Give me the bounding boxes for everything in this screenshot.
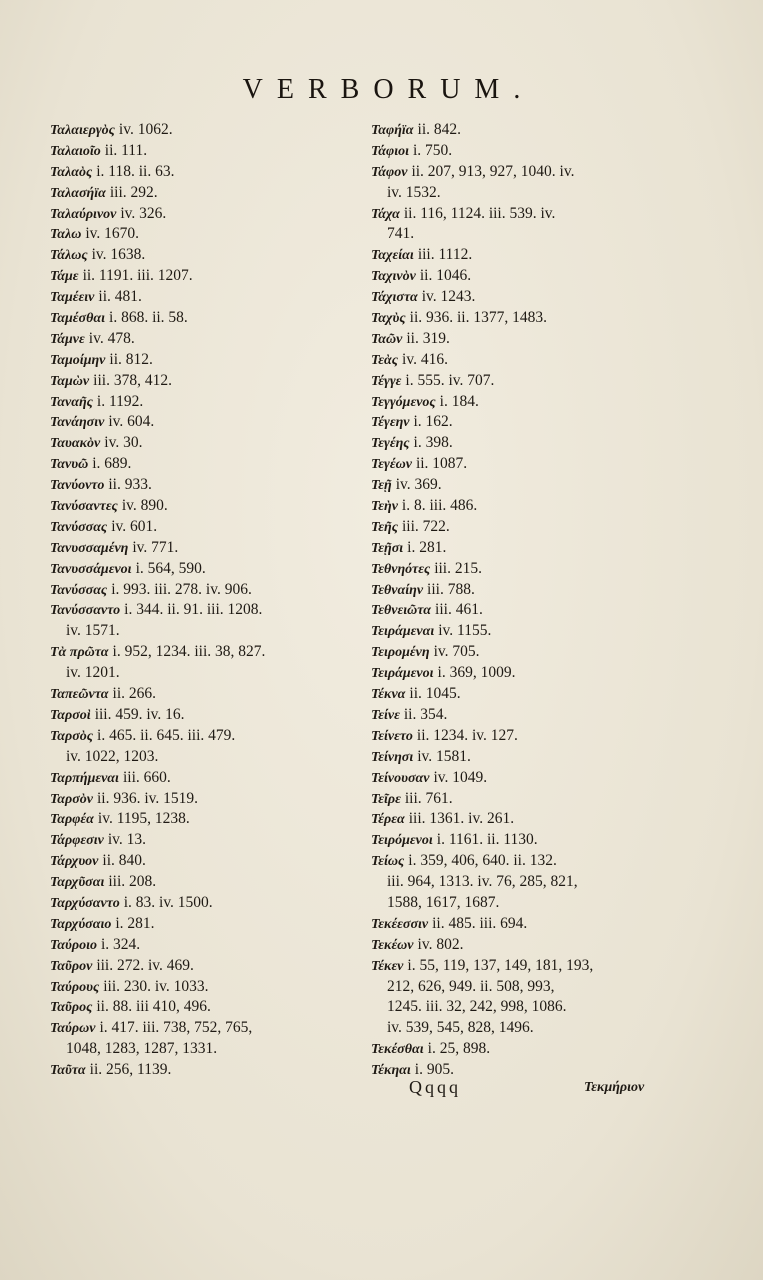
index-entry-continuation: [371, 224, 671, 245]
line-references: iii. 660.: [122, 768, 171, 786]
headword: Τάχα: [371, 206, 400, 222]
headword: Τεκέεσσιν: [371, 916, 429, 932]
line-references: iv. 1670.: [85, 225, 140, 243]
index-entry: [371, 162, 671, 183]
index-entry: [50, 433, 350, 454]
headword: Ταύροιο: [50, 937, 97, 953]
headword: Τανυσσάμενοι: [50, 561, 132, 577]
line-references: i. 344. ii. 91. iii. 1208.: [124, 601, 263, 619]
index-entry: [371, 308, 671, 329]
index-entry: [50, 308, 350, 329]
index-entry-continuation: [50, 1039, 350, 1060]
headword: Τέγγε: [371, 373, 402, 389]
headword: Τεγέων: [371, 457, 412, 473]
line-references: i. 324.: [100, 935, 141, 953]
index-entry: [371, 538, 671, 559]
index-entry: [50, 809, 350, 830]
headword: Τειρομένη: [371, 645, 430, 661]
index-entry: [50, 830, 350, 851]
line-references: 1245. iii. 32, 242, 998, 1086.: [387, 998, 567, 1016]
line-references: iv. 802.: [417, 935, 464, 953]
index-entry: [371, 809, 671, 830]
index-entry: [50, 183, 350, 204]
index-entry: [50, 705, 350, 726]
line-references: i. 359, 406, 640. ii. 132.: [408, 852, 557, 870]
headword: Τεῆς: [371, 519, 398, 535]
index-entry-continuation: [371, 997, 671, 1018]
line-references: i. 398.: [413, 434, 453, 452]
line-references: iii. 788.: [427, 580, 475, 598]
index-entry: [371, 726, 671, 747]
headword: Ταλαιοῖο: [50, 143, 101, 159]
line-references: ii. 936. iv. 1519.: [97, 789, 199, 807]
line-references: i. 555. iv. 707.: [405, 371, 495, 389]
headword: Τανυῶ: [50, 457, 89, 473]
index-column-left: [50, 120, 350, 1081]
headword: Ταμὼν: [50, 373, 90, 389]
index-entry: [50, 412, 350, 433]
index-entry: [50, 642, 350, 663]
headword: Τείνετο: [371, 728, 413, 744]
index-entry-continuation: [50, 747, 350, 768]
line-references: i. 55, 119, 137, 149, 181, 193,: [407, 956, 594, 974]
index-entry: [50, 726, 350, 747]
index-entry-continuation: [371, 1018, 671, 1039]
headword: Ταρσὸν: [50, 791, 93, 807]
index-entry: [371, 287, 671, 308]
line-references: iv. 416.: [402, 350, 448, 368]
index-entry: [371, 350, 671, 371]
index-entry: [371, 475, 671, 496]
headword: Τεθνειῶτα: [371, 603, 432, 619]
index-entry: [50, 266, 350, 287]
headword: Τανύσαντες: [50, 499, 118, 515]
line-references: ii. 485. iii. 694.: [432, 914, 528, 932]
index-entry: [371, 580, 671, 601]
headword: Τεκέων: [371, 937, 414, 953]
index-entry: [50, 914, 350, 935]
headword: Τάλως: [50, 248, 88, 264]
headword: Ταρχύσαντο: [50, 895, 120, 911]
line-references: ii. 936. ii. 1377, 1483.: [409, 309, 547, 327]
index-entry: [371, 914, 671, 935]
index-entry: [371, 141, 671, 162]
line-references: i. 417. iii. 738, 752, 765,: [99, 1019, 253, 1037]
line-references: i. 162.: [413, 413, 453, 431]
index-entry: [50, 517, 350, 538]
line-references: i. 993. iii. 278. iv. 906.: [111, 580, 252, 598]
index-entry: [50, 600, 350, 621]
line-references: iii. 1112.: [417, 246, 473, 264]
line-references: ii. 319.: [406, 329, 450, 347]
headword: Ταναῆς: [50, 394, 93, 410]
headword: Τεὰς: [371, 352, 399, 368]
line-references: iv. 1195, 1238.: [97, 810, 190, 828]
index-entry: [50, 559, 350, 580]
line-references: iv. 1571.: [66, 622, 120, 640]
headword: Ταρχύσαιο: [50, 916, 112, 932]
line-references: iv. 890.: [121, 497, 168, 515]
headword: Ταῦρος: [50, 1000, 93, 1016]
line-references: i. 184.: [439, 392, 479, 410]
headword: Τάμνε: [50, 331, 85, 347]
line-references: ii. 1046.: [419, 267, 472, 285]
headword: Τεγγόμενος: [371, 394, 436, 410]
line-references: ii. 1087.: [415, 455, 468, 473]
line-references: iii. 230. iv. 1033.: [103, 977, 209, 995]
line-references: iii. 461.: [435, 601, 483, 619]
index-entry: [371, 517, 671, 538]
index-entry: [50, 454, 350, 475]
line-references: ii. 1234. iv. 127.: [416, 726, 518, 744]
headword: Τεῇ: [371, 478, 392, 494]
line-references: iii. 292.: [109, 183, 158, 201]
page-header: VERBORUM.: [242, 74, 535, 105]
headword: Ταμέσθαι: [50, 311, 106, 327]
headword: Τέκνα: [371, 687, 406, 703]
index-entry-continuation: [371, 183, 671, 204]
index-entry: [50, 684, 350, 705]
index-entry-continuation: [371, 977, 671, 998]
headword: Τέγεην: [371, 415, 410, 431]
headword: Τὰ πρῶτα: [50, 645, 109, 661]
index-entry: [371, 600, 671, 621]
line-references: i. 281.: [407, 538, 447, 556]
index-entry: [371, 433, 671, 454]
index-entry: [50, 371, 350, 392]
line-references: ii. 256, 1139.: [89, 1061, 172, 1079]
line-references: iv. 604.: [108, 413, 155, 431]
index-entry: [50, 977, 350, 998]
headword: Ταλασήϊα: [50, 185, 106, 201]
headword: Τεγέης: [371, 436, 410, 452]
index-entry: [50, 329, 350, 350]
headword: Ταυακὸν: [50, 436, 101, 452]
line-references: iv. 1201.: [66, 664, 120, 682]
headword: Ταχινὸν: [371, 269, 416, 285]
line-references: i. 564, 590.: [135, 559, 206, 577]
headword: Ταῦρον: [50, 958, 93, 974]
index-entry: [371, 705, 671, 726]
line-references: iv. 1532.: [387, 183, 441, 201]
index-entry: [50, 204, 350, 225]
line-references: 212, 626, 949. ii. 508, 993,: [387, 977, 555, 995]
line-references: iv. 1155.: [438, 622, 492, 640]
line-references: iv. 539, 545, 828, 1496.: [387, 1019, 534, 1037]
line-references: iii. 1361. iv. 261.: [408, 810, 515, 828]
line-references: i. 1192.: [96, 392, 144, 410]
headword: Ταλαιεργὸς: [50, 123, 115, 138]
line-references: ii. 116, 1124. iii. 539. iv.: [403, 204, 556, 222]
headword: Τεκέσθαι: [371, 1042, 424, 1058]
index-entry: [371, 935, 671, 956]
headword: Τεῖρε: [371, 791, 401, 807]
index-entry: [50, 120, 350, 141]
line-references: 1048, 1283, 1287, 1331.: [66, 1040, 218, 1058]
line-references: iii. 722.: [401, 517, 450, 535]
line-references: iv. 601.: [111, 517, 158, 535]
headword: Τανάησιν: [50, 415, 105, 431]
index-entry: [371, 642, 671, 663]
index-entry: [371, 371, 671, 392]
signature-mark: Qqqq: [409, 1077, 461, 1097]
index-entry: [371, 412, 671, 433]
index-entry: [50, 956, 350, 977]
headword: Ταλαὸς: [50, 164, 93, 180]
line-references: iv. 1638.: [91, 246, 146, 264]
line-references: iii. 272. iv. 469.: [96, 956, 194, 974]
index-entry: [50, 287, 350, 308]
headword: Τείνησι: [371, 749, 414, 765]
line-references: i. 750.: [413, 141, 453, 159]
index-entry: [371, 830, 671, 851]
index-entry: [371, 768, 671, 789]
index-entry: [50, 350, 350, 371]
headword: Τείνουσαν: [371, 770, 430, 786]
headword: Ταλαύρινον: [50, 206, 117, 222]
line-references: ii. 481.: [98, 288, 142, 306]
index-entry: [371, 851, 671, 872]
headword: Τέρεα: [371, 812, 405, 828]
index-column-right: [371, 120, 671, 1081]
line-references: 741.: [387, 225, 415, 243]
index-entry: [50, 245, 350, 266]
headword: Ταμέειν: [50, 290, 95, 306]
index-entry: [371, 956, 671, 977]
headword: Ταχείαι: [371, 248, 414, 264]
headword: Τάχιστα: [371, 290, 418, 306]
index-entry: [371, 204, 671, 225]
line-references: iii. 215.: [434, 559, 482, 577]
line-references: iv. 705.: [433, 643, 480, 661]
line-references: i. 952, 1234. iii. 38, 827.: [112, 643, 266, 661]
headword: Ταρπήμεναι: [50, 770, 119, 786]
line-references: i. 118. ii. 63.: [96, 162, 175, 180]
line-references: i. 689.: [92, 455, 132, 473]
index-entry: [50, 935, 350, 956]
line-references: iv. 1243.: [421, 288, 476, 306]
headword: Τάμε: [50, 269, 79, 285]
headword: Ταχὺς: [371, 311, 406, 327]
index-entry: [371, 1039, 671, 1060]
headword: Ταῶν: [371, 331, 403, 347]
line-references: iii. 761.: [404, 789, 453, 807]
index-entry: [371, 120, 671, 141]
index-entry: [50, 141, 350, 162]
line-references: 1588, 1617, 1687.: [387, 893, 500, 911]
headword: Τανυσσαμένη: [50, 540, 129, 556]
line-references: ii. 111.: [104, 141, 148, 159]
line-references: iv. 1049.: [433, 768, 488, 786]
line-references: i. 369, 1009.: [437, 664, 516, 682]
index-entry: [50, 872, 350, 893]
index-entry: [371, 684, 671, 705]
line-references: iv. 1022, 1203.: [66, 747, 159, 765]
line-references: i. 465. ii. 645. iii. 479.: [97, 726, 236, 744]
index-entry: [50, 496, 350, 517]
line-references: ii. 933.: [108, 476, 152, 494]
line-references: iv. 1062.: [118, 121, 173, 138]
line-references: iii. 964, 1313. iv. 76, 285, 821,: [387, 873, 578, 891]
index-entry: [50, 789, 350, 810]
line-references: ii. 1191. iii. 1207.: [82, 267, 193, 285]
line-references: i. 25, 898.: [427, 1040, 491, 1058]
headword: Τάρφεσιν: [50, 833, 104, 849]
index-entry: [50, 475, 350, 496]
headword: Τειράμεναι: [371, 624, 435, 640]
index-entry: [50, 768, 350, 789]
line-references: iv. 1581.: [417, 747, 471, 765]
index-entry-continuation: [371, 893, 671, 914]
line-references: ii. 842.: [417, 121, 462, 138]
index-entry: [371, 747, 671, 768]
index-entry: [50, 392, 350, 413]
index-entry: [50, 162, 350, 183]
line-references: ii. 88. iii 410, 496.: [96, 998, 211, 1016]
headword: Ταύρους: [50, 979, 100, 995]
line-references: ii. 354.: [403, 705, 448, 723]
catchword: Τεκμήριον: [584, 1080, 645, 1095]
line-references: iv. 30.: [104, 434, 143, 452]
line-references: ii. 266.: [112, 685, 157, 703]
line-references: ii. 840.: [102, 852, 146, 870]
line-references: iv. 478.: [88, 329, 135, 347]
headword: Ταφήϊα: [371, 123, 414, 138]
index-entry: [371, 329, 671, 350]
headword: Ταπεῶντα: [50, 687, 109, 703]
headword: Τεῇσι: [371, 540, 404, 556]
headword: Τανύοντο: [50, 478, 105, 494]
headword: Τανύσσαντο: [50, 603, 121, 619]
index-entry: [50, 538, 350, 559]
headword: Τέκεν: [371, 958, 404, 974]
line-references: i. 281.: [115, 914, 155, 932]
headword: Τεὴν: [371, 499, 398, 515]
headword: Ταρχῦσαι: [50, 875, 105, 891]
index-entry: [50, 997, 350, 1018]
index-entry: [50, 851, 350, 872]
line-references: iv. 369.: [395, 476, 442, 494]
headword: Ταῦτα: [50, 1063, 86, 1079]
line-references: iv. 13.: [107, 831, 147, 849]
index-entry: [371, 559, 671, 580]
index-entry-continuation: [50, 663, 350, 684]
headword: Ταρσὸς: [50, 728, 94, 744]
index-entry: [371, 663, 671, 684]
index-entry: [50, 1060, 350, 1081]
index-entry: [50, 580, 350, 601]
headword: Τάφιοι: [371, 143, 409, 159]
headword: Τάφον: [371, 164, 408, 180]
line-references: i. 905.: [414, 1061, 454, 1079]
headword: Τάρχυον: [50, 854, 99, 870]
headword: Τανύσσας: [50, 582, 108, 598]
headword: Τέκηαι: [371, 1063, 411, 1079]
index-entry: [371, 789, 671, 810]
line-references: iii. 459. iv. 16.: [94, 705, 185, 723]
headword: Ταμοίμην: [50, 352, 106, 368]
index-entry: [50, 224, 350, 245]
line-references: iv. 771.: [132, 538, 179, 556]
headword: Τείως: [371, 854, 405, 870]
headword: Τεθνηότες: [371, 561, 431, 577]
line-references: iii. 378, 412.: [93, 371, 172, 389]
index-entry: [50, 893, 350, 914]
headword: Ταρσοὶ: [50, 707, 91, 723]
headword: Τείνε: [371, 707, 400, 723]
index-entry: [371, 245, 671, 266]
line-references: i. 1161. ii. 1130.: [436, 831, 538, 849]
index-entry: [371, 496, 671, 517]
headword: Τειρόμενοι: [371, 833, 433, 849]
line-references: ii. 812.: [109, 350, 153, 368]
index-entry: [371, 392, 671, 413]
line-references: i. 8. iii. 486.: [401, 497, 478, 515]
line-references: ii. 1045.: [409, 685, 461, 703]
index-entry: [371, 454, 671, 475]
index-entry: [371, 621, 671, 642]
index-entry: [50, 1018, 350, 1039]
line-references: i. 83. iv. 1500.: [123, 893, 213, 911]
line-references: i. 868. ii. 58.: [109, 309, 188, 327]
line-references: iii. 208.: [108, 873, 157, 891]
index-entry-continuation: [371, 872, 671, 893]
headword: Τεθναίην: [371, 582, 424, 598]
headword: Ταύρων: [50, 1021, 96, 1037]
index-entry: [371, 266, 671, 287]
headword: Ταλω: [50, 227, 82, 243]
headword: Ταρφέα: [50, 812, 94, 828]
index-entry-continuation: [50, 621, 350, 642]
line-references: ii. 207, 913, 927, 1040. iv.: [411, 162, 575, 180]
headword: Τειράμενοι: [371, 666, 434, 682]
line-references: iv. 326.: [120, 204, 167, 222]
headword: Τανύσσας: [50, 519, 108, 535]
